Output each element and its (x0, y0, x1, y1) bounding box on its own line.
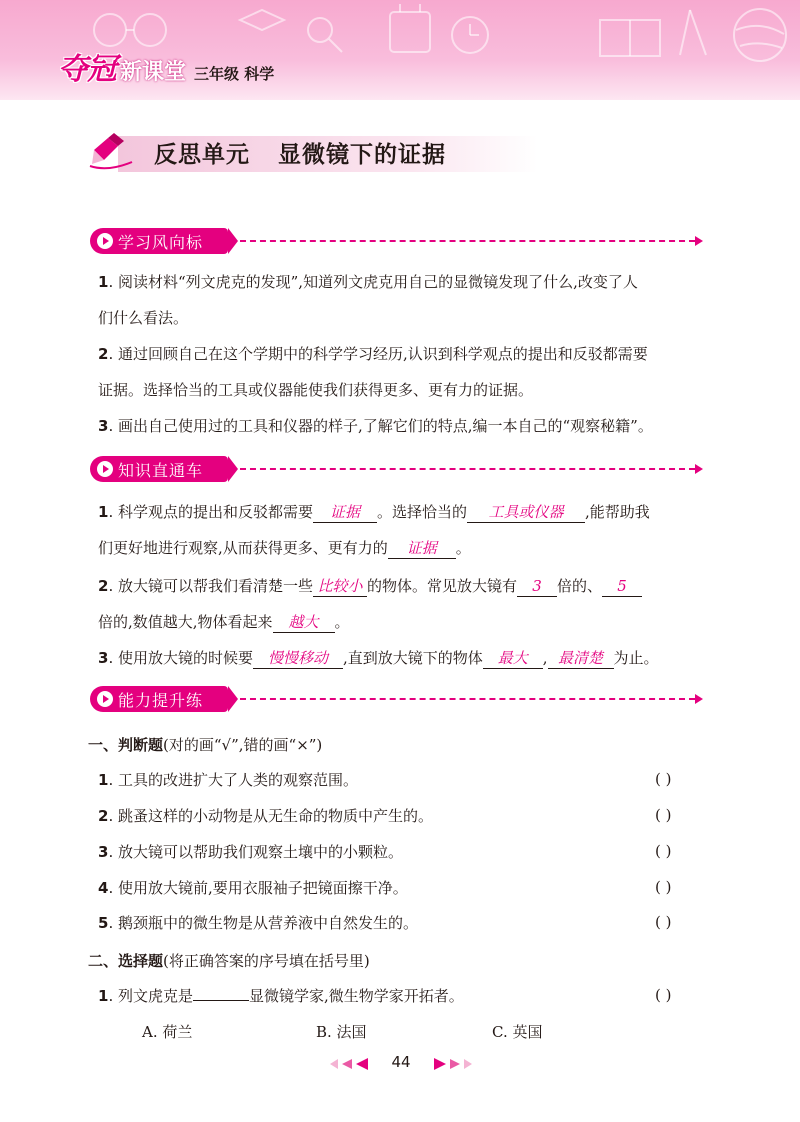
goal-item-1: 1. 阅读材料“列文虎克的发现”,知道列文虎克用自己的显微镜发现了什么,改变了人 (98, 273, 638, 291)
unit-title (88, 132, 548, 174)
answer-paren: ( ) (655, 842, 672, 860)
knowledge-q1: 1. 科学观点的提出和反驳都需要 证据 。选择恰当的 工具或仪器 ,能帮助我 (98, 503, 650, 521)
page-number: 44 (391, 1053, 411, 1071)
pencil-icon (88, 132, 136, 174)
answer-paren: ( ) (655, 986, 672, 1004)
page-title (154, 136, 446, 169)
answer-blank: 3 (517, 576, 557, 597)
section-head-knowledge (90, 456, 705, 482)
part2-heading: 二、选择题(将正确答案的序号填在括号里) (88, 952, 370, 970)
answer-blank: 越大 (273, 612, 335, 633)
judge-item-4: 4. 使用放大镜前,要用衣服袖子把镜面擦干净。 (98, 879, 408, 897)
play-icon (96, 460, 114, 478)
answer-blank: 慢慢移动 (253, 648, 343, 669)
goal-item-2: 2. 通过回顾自己在这个学期中的科学学习经历,认识到科学观点的提出和反驳都需要 (98, 345, 648, 363)
goal-item-1-cont: 们什么看法。 (98, 309, 189, 327)
section-head-practice (90, 686, 705, 712)
section-divider (240, 698, 695, 700)
answer-blank: 证据 (388, 538, 456, 559)
judge-item-5: 5. 鹅颈瓶中的微生物是从营养液中自然发生的。 (98, 914, 418, 932)
brand-logo: 夺冠 (58, 52, 116, 87)
right-arrows-icon (428, 1057, 474, 1071)
choice-option-a: A. 荷兰 (142, 1023, 193, 1041)
arrow-icon (695, 464, 703, 474)
page-footer (0, 1052, 800, 1076)
judge-item-3: 3. 放大镜可以帮助我们观察土壤中的小颗粒。 (98, 843, 403, 861)
play-icon (96, 690, 114, 708)
brand (58, 44, 274, 88)
title-topic: 显微镜下的证据 (278, 142, 446, 168)
answer-paren: ( ) (655, 878, 672, 896)
section-head-goals (90, 228, 705, 254)
arrow-icon (695, 694, 703, 704)
section-divider (240, 468, 695, 470)
answer-blank: 工具或仪器 (467, 502, 585, 523)
judge-item-2: 2. 跳蚤这样的小动物是从无生命的物质中产生的。 (98, 807, 433, 825)
section-label: 能力提升练 (118, 691, 204, 710)
section-label: 知识直通车 (118, 461, 204, 480)
left-arrows-icon (328, 1057, 374, 1071)
answer-paren: ( ) (655, 770, 672, 788)
answer-blank: 比较小 (313, 576, 367, 597)
choice-item-1: 1. 列文虎克是 显微镜学家,微生物学家开拓者。 (98, 987, 464, 1005)
grade-subject: 三年级 科学 (194, 65, 275, 83)
choice-option-b: B. 法国 (316, 1023, 367, 1041)
page-header (0, 0, 800, 100)
knowledge-q3: 3. 使用放大镜的时候要 慢慢移动 ,直到放大镜下的物体 最大 , 最清楚 为止。 (98, 649, 659, 667)
answer-blank: 最清楚 (548, 648, 614, 669)
knowledge-q2-cont: 倍的,数值越大,物体看起来 越大 。 (98, 613, 350, 631)
fill-blank (193, 1000, 249, 1001)
part1-heading: 一、判断题(对的画“√”,错的画“×”) (88, 736, 323, 754)
choice-option-c: C. 英国 (492, 1023, 543, 1041)
judge-item-1: 1. 工具的改进扩大了人类的观察范围。 (98, 771, 358, 789)
knowledge-q1-cont: 们更好地进行观察,从而获得更多、更有力的 证据 。 (98, 539, 471, 557)
knowledge-q2: 2. 放大镜可以帮我们看清楚一些 比较小 的物体。常见放大镜有 3 倍的、 5 (98, 576, 710, 597)
brand-subtitle: 新课堂 (120, 60, 187, 85)
section-divider (240, 240, 695, 242)
goal-item-2-cont: 证据。选择恰当的工具或仪器能使我们获得更多、更有力的证据。 (98, 381, 534, 399)
answer-blank: 证据 (313, 502, 377, 523)
arrow-icon (695, 236, 703, 246)
play-icon (96, 232, 114, 250)
answer-paren: ( ) (655, 806, 672, 824)
answer-blank: 最大 (483, 648, 543, 669)
answer-blank: 5 (602, 576, 642, 597)
goal-item-3: 3. 画出自己使用过的工具和仪器的样子,了解它们的特点,编一本自己的“观察秘籍”。 (98, 417, 653, 435)
title-unit: 反思单元 (154, 142, 250, 168)
section-label: 学习风向标 (118, 233, 204, 252)
answer-paren: ( ) (655, 913, 672, 931)
